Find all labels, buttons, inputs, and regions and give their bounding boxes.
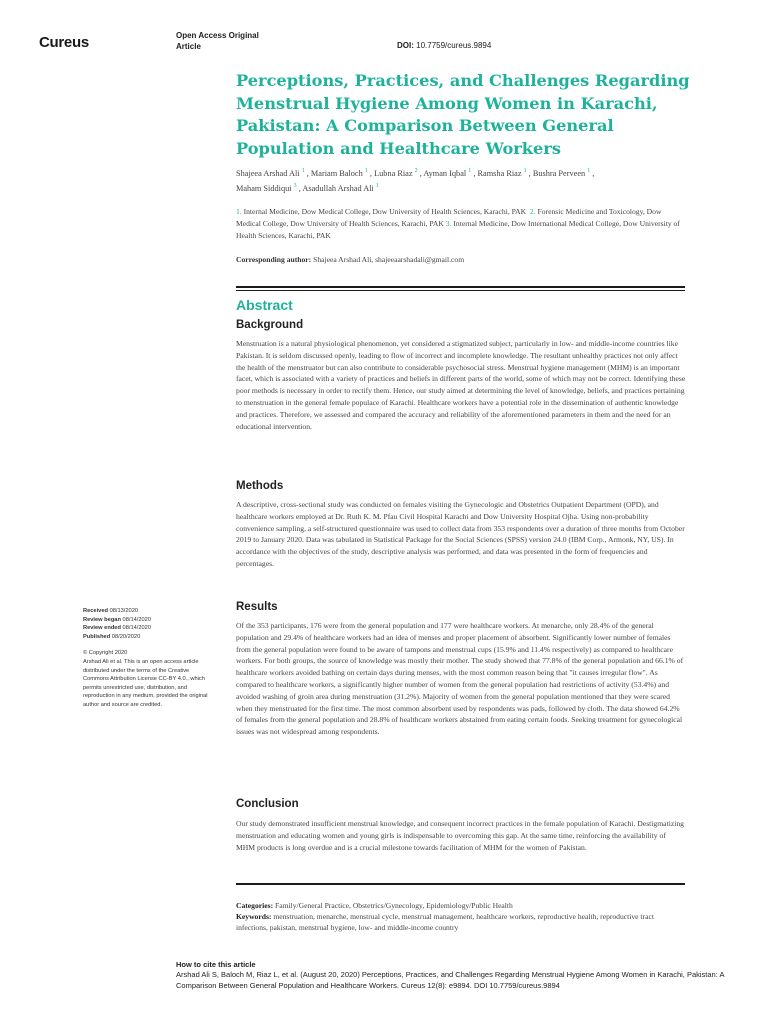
citation-heading: How to cite this article	[176, 960, 256, 969]
journal-logo: Cureus	[39, 34, 89, 51]
author-affiliation-ref: 1	[523, 168, 527, 174]
categories-value: Family/General Practice, Obstetrics/Gynecology, Epidemiology/Public Health	[275, 901, 513, 910]
author-list: Shajeea Arshad Ali $^1$ , Mariam Baloch $^1$ , Lubna Riaz $^2$ , Ayman Iqbal $^1$ , Ramsha Riaz $^1$ , Bushra Perveen $^1$ , Maham Siddiqui $^3$ , Asadullah Arshad Ali $^1$	[236, 168, 595, 193]
author-name[interactable]: Bushra Perveen	[532, 168, 586, 178]
article-type-line1: Open Access Original	[176, 31, 259, 40]
copyright: © Copyright 2020	[83, 650, 128, 657]
author-affiliation-ref: 1	[468, 168, 472, 174]
divider-thin	[236, 290, 685, 291]
author-name[interactable]: Mariam Baloch	[310, 168, 363, 178]
corresponding-author-label: Corresponding author:	[236, 255, 312, 264]
keywords-value: menstruation, menarche, menstrual cycle, menstrual management, healthcare workers, reproductive health, reproductive tract infections, pakistan, menstrual hygiene, low- and middle-income country	[236, 912, 654, 932]
author-name[interactable]: Asadullah Arshad Ali	[302, 183, 374, 193]
doi-value[interactable]: 10.7759/cureus.9894	[416, 41, 492, 50]
license-text: Arshad Ali et al. This is an open access article distributed under the terms of the Creative Commons Attribution License CC-BY 4.0., which permits unrestricted use, distribution, and reproduction in any medium, provided the original author and source are credited.	[83, 658, 208, 708]
background-heading: Background	[236, 319, 304, 331]
author-affiliation-ref: 1	[364, 168, 368, 174]
author-name[interactable]: Ramsha Riaz	[477, 168, 522, 178]
author-affiliation-ref: 1	[587, 168, 591, 174]
results-heading: Results	[236, 601, 278, 613]
article-title: Perceptions, Practices, and Challenges Regarding Menstrual Hygiene Among Women in Karachi, Pakistan: A Comparison Between General Population and Healthcare Workers	[236, 71, 690, 158]
affiliation-text: Internal Medicine, Dow International Medical College, Dow University of Health Sciences, Karachi, PAK	[236, 219, 680, 240]
affiliation-text: Forensic Medicine and Toxicology, Dow Medical College, Dow University of Health Sciences, Karachi, PAK	[236, 207, 662, 228]
keywords	[236, 911, 686, 933]
methods-text: A descriptive, cross-sectional study was conducted on females visiting the Gynecologic and Obstetrics Outpatient Department (OPD), and healthcare workers employed at Dr. Ruth K. M. Pfau Civil Hospital Karachi and Dow University Hospital Ojha. Using non-probability convenience sampling, a self-structured questionnaire was used to collect data from 353 respondents over a duration of three months from October 2019 to January 2020. Data was tabulated in Statistical Package for the Social Sciences (SPSS) version 24.0 (IBM Corp., Armonk, NY, US). In accordance with the objectives of the study, descriptive analysis was performed, and data was presented in the form of frequencies and percentages.	[236, 500, 685, 568]
keywords-label: Keywords:	[236, 912, 272, 921]
affiliations	[236, 206, 686, 242]
divider-thick	[236, 286, 685, 288]
corresponding-author	[236, 255, 686, 264]
author-name[interactable]: Ayman Iqbal	[423, 168, 467, 178]
author-name[interactable]: Shajeea Arshad Ali	[236, 168, 300, 178]
results-text: Of the 353 participants, 176 were from the general population and 177 were healthcare workers. At menarche, only 28.4% of the general population and 29.4% of healthcare workers had an idea of menses and proper placement of absorbent. Significantly lower number of females from the general population were found to be aware of tampons and menstrual cups (15.9% and 11.4% respectively) as compared to healthcare workers. For both groups, the source of knowledge was mostly their mother. The study showed that 77.8% of the general population and 66.1% of healthcare workers avoided bathing on certain days during menses, with the most common reason being that "it causes irregular flow". As compared to healthcare workers, a significantly higher number of women from the general population had restrictions of activity (53.4%) and avoided washing of groin area during menstruation (31.2%). Majority of women from the general population mentioned that they were scared when they menstruated for the first time. The most common absorbent used by respondents was pads, followed by cloth. The data showed 64.2% of females from the general population and 28.8% of healthcare workers abstained from eating certain foods. Seeking treatment for gynecological issues was not widespread among respondents.	[236, 621, 684, 737]
abstract-heading: Abstract	[236, 297, 293, 313]
background-text: Menstruation is a natural physiological phenomenon, yet considered a stigmatized subject, particularly in low- and middle-income countries like Pakistan. It is seldom discussed openly, leading to flow of incorrect and incomplete knowledge. The resultant unhealthy practices not only affect the health of the menstruator but can also contribute to considerable psychosocial stress. Menstrual hygiene management (MHM) is an important facet, which is associated with a variety of practices and beliefs in different parts of the world, some of which may not be correct. Identifying these poor methods is necessary in order to rectify them. Hence, our study aimed at determining the level of knowledge, beliefs, and practices pertaining to menstruation in the general female populace of Karachi. Healthcare workers have a potential role in the dissemination of authentic knowledge and practices. Therefore, we assessed and compared the accuracy and reliability of the aforementioned parameters in them and the need for an educational intervention.	[236, 339, 686, 431]
affiliation-number: 3.	[445, 219, 452, 228]
author-name[interactable]: Maham Siddiqui	[236, 183, 292, 193]
affiliation-text: Internal Medicine, Dow Medical College, Dow University of Health Sciences, Karachi, PAK	[243, 207, 527, 216]
author-name[interactable]: Lubna Riaz	[374, 168, 413, 178]
citation-text: Arshad Ali S, Baloch M, Riaz L, et al. (August 20, 2020) Perceptions, Practices, and Challenges Regarding Menstrual Hygiene Among Women in Karachi, Pakistan: A Comparison Between General Population and Healthcare Workers. Cureus 12(8): e9894. DOI 10.7759/cureus.9894	[176, 970, 725, 990]
doi-label: DOI:	[397, 41, 414, 50]
categories-label: Categories:	[236, 901, 274, 910]
author-affiliation-ref: 1	[375, 182, 379, 189]
corresponding-author-value[interactable]: Shajeea Arshad Ali, shajeeaarshadali@gmail.com	[313, 255, 465, 264]
article-type	[176, 30, 259, 52]
affiliation-number: 2.	[529, 207, 536, 216]
received-date: Received 08/13/2020	[83, 608, 139, 614]
publication-sidebar	[83, 607, 213, 710]
published-date: Published 08/20/2020	[83, 633, 141, 640]
review-ended-date: Review ended 08/14/2020	[83, 625, 151, 632]
review-began-date: Review began 08/14/2020	[83, 616, 151, 623]
affiliation-number: 1.	[236, 207, 242, 216]
methods-heading: Methods	[236, 480, 284, 492]
author-affiliation-ref: 3	[293, 182, 297, 189]
article-type-line2: Article	[176, 42, 201, 51]
author-affiliation-ref: 2	[414, 168, 418, 174]
categories	[236, 900, 686, 911]
divider-bottom	[236, 883, 685, 885]
conclusion-heading: Conclusion	[236, 798, 299, 810]
conclusion-text: Our study demonstrated insufficient menstrual knowledge, and consequent incorrect practices in the female population of Karachi. Destigmatizing menstruation and educating women and young girls is indispensable to overcoming this gap. At the same time, reinforcing the availability of MHM products is long overdue and is a crucial milestone towards facilitation of MHM for the women of Pakistan.	[236, 819, 684, 852]
author-affiliation-ref: 1	[301, 168, 305, 174]
doi	[397, 41, 491, 50]
categories-keywords	[236, 900, 686, 933]
